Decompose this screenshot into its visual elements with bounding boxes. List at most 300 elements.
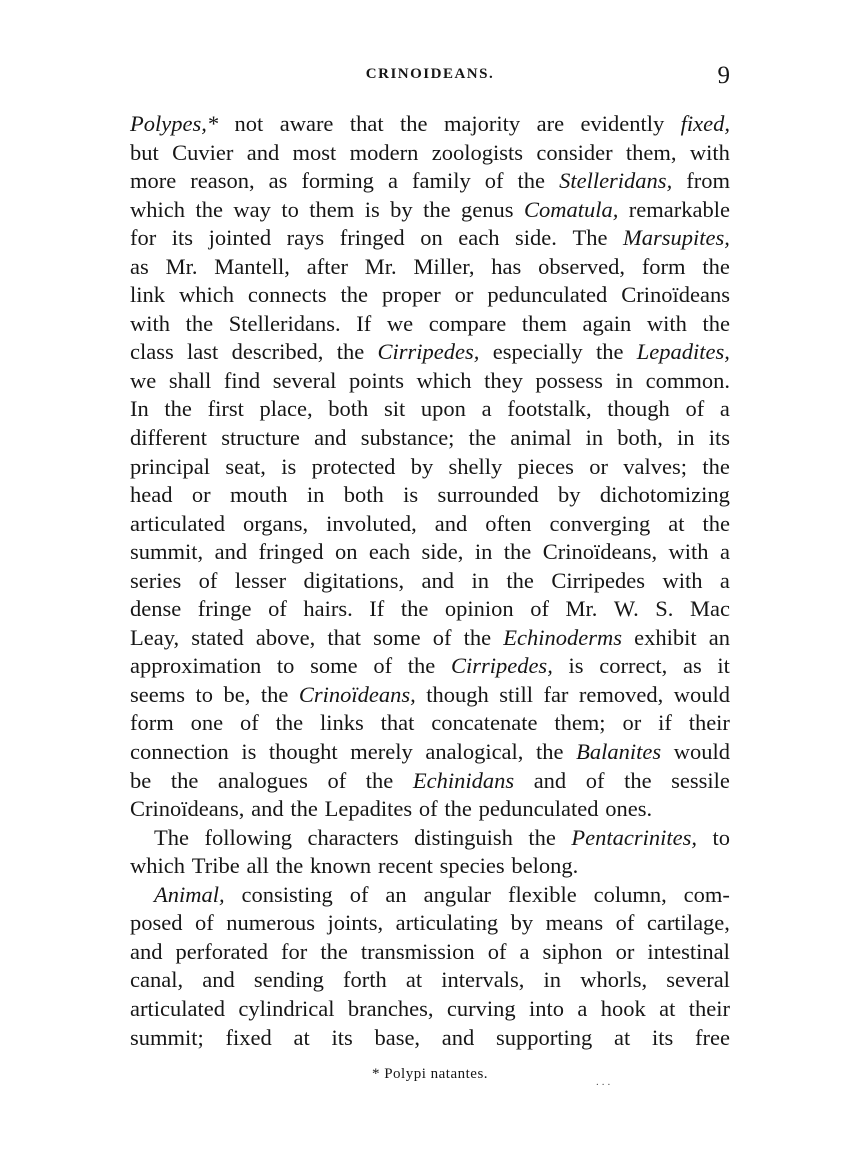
word: Mr. (165, 253, 198, 279)
word: the (463, 624, 492, 650)
word: again (582, 310, 632, 336)
word: an (385, 881, 407, 907)
word: some (373, 624, 421, 650)
word: sessile (671, 767, 730, 793)
word: at (614, 1024, 631, 1050)
word: side. (515, 225, 557, 251)
word: with (662, 567, 703, 593)
word: above, (255, 624, 316, 650)
text-line (130, 852, 730, 881)
word: at (405, 967, 423, 993)
word: the (185, 310, 214, 336)
word: Stelleridans. (228, 310, 341, 336)
word: forth (343, 967, 387, 993)
word: the (528, 824, 556, 850)
word: belong. (511, 853, 579, 879)
word: for (130, 225, 157, 251)
word: S. (655, 596, 674, 622)
word: to (195, 681, 213, 707)
word: and (314, 425, 347, 451)
word: they (484, 367, 523, 393)
text-line (130, 795, 730, 824)
word: sending (253, 967, 324, 993)
word: exhibit (634, 624, 697, 650)
word: forming (301, 168, 374, 194)
word: is (281, 453, 297, 479)
word: though (607, 396, 670, 422)
word: find (223, 367, 261, 393)
word: on (334, 539, 358, 565)
word: intestinal (647, 938, 730, 964)
word: hairs. (303, 596, 353, 622)
word: the (595, 339, 624, 365)
word: by (558, 482, 581, 508)
word: last (187, 339, 219, 365)
word: an (708, 624, 730, 650)
word: involuted, (326, 510, 417, 536)
word: or (622, 710, 642, 736)
word: Mantell, (214, 253, 290, 279)
word: shelly (448, 453, 503, 479)
word: for (281, 938, 308, 964)
word: articulated (130, 510, 225, 536)
word: of (432, 624, 452, 650)
text-line (130, 738, 730, 767)
word: animal (510, 425, 572, 451)
italic-word: Cirripedes, (377, 339, 480, 365)
text-line (130, 224, 730, 253)
word: their (688, 995, 730, 1021)
word: both (343, 482, 384, 508)
word: analogical, (425, 739, 524, 765)
word: form (641, 253, 686, 279)
word: especially (492, 339, 583, 365)
italic-word: Polypes,* (130, 111, 219, 136)
word: Miller, (413, 253, 475, 279)
word: modern (349, 139, 419, 165)
word: Crinoïdeans, (130, 796, 245, 822)
word: each (368, 539, 411, 565)
text-line (130, 281, 730, 310)
word: in (677, 425, 695, 451)
word: them, (625, 139, 677, 165)
word: observed, (538, 253, 625, 279)
word: or (191, 482, 211, 508)
italic-word: Echinoderms (503, 624, 622, 650)
word: is (241, 739, 257, 765)
word: which (416, 367, 472, 393)
word: their (688, 710, 730, 736)
word: seat, (225, 453, 266, 479)
word: or (454, 282, 474, 308)
word: thought (268, 739, 338, 765)
text-line (130, 110, 730, 139)
word: some (310, 653, 358, 679)
word: the (702, 310, 730, 336)
word: Crinoïdeans (621, 282, 730, 308)
word: the (536, 739, 564, 765)
word: the (444, 796, 472, 822)
text-line (130, 424, 730, 453)
word: the (260, 681, 289, 707)
word: several (666, 967, 730, 993)
text-line (130, 253, 730, 282)
word: angular (423, 881, 492, 907)
word: of (418, 796, 438, 822)
text-line (130, 567, 730, 596)
body-text (130, 110, 730, 1052)
word: its (708, 425, 730, 451)
word: and (130, 938, 163, 964)
word: fixed (225, 1024, 272, 1050)
word: them; (554, 710, 606, 736)
word: The (572, 225, 608, 251)
word: all (246, 853, 269, 879)
word: and (202, 967, 235, 993)
word: transmission (360, 938, 475, 964)
word: the (503, 539, 532, 565)
word: the (336, 339, 365, 365)
text-line (130, 966, 730, 995)
word: posed (130, 910, 183, 936)
word: supporting (496, 1024, 593, 1050)
text-line (130, 824, 730, 853)
word: pieces (517, 453, 574, 479)
word: curving (446, 995, 516, 1021)
word: sit (383, 396, 406, 422)
word: of (530, 596, 549, 622)
word: correct, (599, 653, 668, 679)
word: the (423, 196, 451, 222)
word: a (577, 995, 588, 1021)
word: hook (600, 995, 646, 1021)
word: substance; (360, 425, 455, 451)
italic-word: Comatula, (523, 196, 619, 222)
word: but (130, 139, 159, 165)
word: base, (374, 1024, 421, 1050)
word: joints, (327, 910, 384, 936)
word: points (348, 367, 404, 393)
word: possess (535, 367, 603, 393)
word: merely (350, 739, 413, 765)
word: compare (428, 310, 507, 336)
text-line (130, 995, 730, 1024)
word: the (702, 510, 730, 536)
text-line (130, 367, 730, 396)
word: com- (683, 881, 730, 907)
word: of (585, 767, 605, 793)
word: side, (421, 539, 464, 565)
word: branches, (347, 995, 434, 1021)
text-line (130, 709, 730, 738)
word: column, (593, 881, 667, 907)
word: cylindrical (238, 995, 335, 1021)
text-line (130, 595, 730, 624)
word: in (615, 367, 634, 393)
word: be (130, 767, 152, 793)
word: the (407, 653, 436, 679)
word: it (717, 653, 730, 679)
word: Mac (689, 596, 730, 622)
word: ones. (605, 796, 653, 822)
text-line (130, 767, 730, 796)
word: family (412, 168, 471, 194)
word: whorls, (580, 967, 648, 993)
word: the (506, 567, 534, 593)
word: and (441, 1024, 475, 1050)
word: we (386, 310, 414, 336)
word: mouth (229, 482, 288, 508)
footnote: * Polypi natantes. (371, 1066, 489, 1082)
word: perforated (175, 938, 268, 964)
word: with (646, 310, 687, 336)
word: each (458, 225, 500, 251)
text-line (130, 538, 730, 567)
word: and (533, 767, 567, 793)
word: approximation (130, 653, 262, 679)
word: surrounded (437, 482, 539, 508)
word: summit, (130, 539, 204, 565)
word: of (484, 168, 504, 194)
word: at (659, 995, 676, 1021)
word: its (171, 225, 194, 251)
word: footstalk, (507, 396, 592, 422)
word: of (268, 596, 287, 622)
word: of (240, 710, 259, 736)
text-line (130, 652, 730, 681)
word: If (356, 310, 372, 336)
italic-word: Balanites (576, 739, 662, 765)
word: the (702, 453, 730, 479)
word: described, (231, 339, 324, 365)
text-line (130, 338, 730, 367)
word: would (673, 681, 730, 707)
word: if (658, 710, 672, 736)
word: the (400, 596, 429, 622)
text-line (130, 624, 730, 653)
word: a (719, 567, 730, 593)
word: or (589, 453, 608, 479)
word: first (207, 396, 244, 422)
word: them (309, 196, 355, 222)
word: that (349, 111, 384, 136)
word: cartilage, (646, 910, 730, 936)
word: still (499, 681, 533, 707)
word: If (369, 596, 385, 622)
text-line (130, 681, 730, 710)
word: summit; (130, 1024, 204, 1050)
word: in (471, 567, 489, 593)
word: is (364, 196, 380, 222)
word: several (272, 367, 337, 393)
word: opinion (444, 596, 514, 622)
word: fringe (197, 596, 252, 622)
word: free (695, 1024, 730, 1050)
word: and (214, 539, 248, 565)
word: often (485, 510, 532, 536)
word: canal, (130, 967, 184, 993)
word: as (130, 253, 149, 279)
word: protected (311, 453, 396, 479)
word: zoologists (431, 139, 523, 165)
word: would (673, 739, 730, 765)
text-line (130, 196, 730, 225)
word: the (702, 253, 730, 279)
text-line (130, 938, 730, 967)
page-header (130, 62, 730, 90)
word: consisting (241, 881, 333, 907)
word: that (327, 624, 362, 650)
word: by (410, 453, 434, 479)
word: siphon (542, 938, 603, 964)
word: fringed (339, 225, 405, 251)
word: that (380, 710, 415, 736)
word: articulating (395, 910, 499, 936)
word: the (400, 111, 428, 136)
word: numerous (226, 910, 315, 936)
italic-word: Cirripedes, (450, 653, 553, 679)
word: is (568, 653, 584, 679)
printer-mark: ... (596, 1076, 614, 1088)
word: form (130, 710, 174, 736)
word: we (130, 367, 157, 393)
word: digitations, (303, 567, 405, 593)
word: Crinoïdeans, (542, 539, 658, 565)
word: way (233, 196, 271, 222)
word: or (615, 938, 635, 964)
word: in (585, 425, 604, 451)
text-line (130, 1024, 730, 1053)
word: known (309, 853, 372, 879)
word: as (268, 168, 288, 194)
word: series (130, 567, 182, 593)
word: with (130, 310, 171, 336)
word: evidently (580, 111, 665, 136)
word: by (510, 910, 534, 936)
word: rays (286, 225, 325, 251)
word: and (421, 567, 455, 593)
word: of (685, 396, 705, 422)
word: flexible (507, 881, 577, 907)
word: stated (191, 624, 244, 650)
page-number: 9 (717, 62, 730, 89)
word: organs, (242, 510, 309, 536)
word: is (403, 482, 419, 508)
word: though (426, 681, 489, 707)
word: genus (461, 196, 514, 222)
word: place, (259, 396, 313, 422)
word: Lepadites (324, 796, 413, 822)
word: link (130, 282, 166, 308)
word: a (481, 396, 492, 422)
word: consider (536, 139, 613, 165)
word: to (712, 824, 730, 850)
word: intervals, (441, 967, 525, 993)
word: the (320, 938, 348, 964)
word: the (195, 196, 223, 222)
word: one (190, 710, 224, 736)
word: dichotomizing (599, 482, 730, 508)
word: both (328, 396, 369, 422)
word: Cirripedes (551, 567, 646, 593)
word: connects (247, 282, 327, 308)
word: common. (645, 367, 730, 393)
word: shall (168, 367, 212, 393)
word: pedunculated (487, 282, 608, 308)
word: the (365, 767, 394, 793)
word: and (251, 796, 284, 822)
word: of (487, 938, 507, 964)
word: converging (549, 510, 651, 536)
word: in (474, 539, 493, 565)
word: seems (130, 681, 185, 707)
italic-word: Echinidans (412, 767, 515, 793)
word: structure (221, 425, 300, 451)
italic-word: Pentacrinites, (571, 824, 697, 850)
word: the (340, 282, 369, 308)
word: its (652, 1024, 674, 1050)
word: of (615, 910, 635, 936)
word: most (292, 139, 337, 165)
word: In (130, 396, 149, 422)
word: Tribe (191, 853, 240, 879)
word: a (387, 168, 398, 194)
word: a (719, 396, 730, 422)
word: analogues (217, 767, 308, 793)
word: into (529, 995, 565, 1021)
word: species (439, 853, 505, 879)
word: valves; (623, 453, 688, 479)
text-line (130, 481, 730, 510)
word: more (130, 168, 177, 194)
italic-word: Stelleridans, (559, 168, 673, 194)
word: are (536, 111, 565, 136)
word: the (164, 396, 192, 422)
word: recent (377, 853, 433, 879)
word: which (130, 196, 185, 222)
word: as (682, 653, 702, 679)
word: different (130, 425, 208, 451)
text-line (130, 909, 730, 938)
word: its (331, 1024, 353, 1050)
italic-word: Crinoïdeans, (298, 681, 416, 707)
word: means (545, 910, 604, 936)
word: with (668, 539, 709, 565)
word: on (420, 225, 443, 251)
word: lesser (234, 567, 287, 593)
word: aware (279, 111, 334, 136)
word: characters (307, 824, 399, 850)
word: links (320, 710, 364, 736)
word: a (719, 539, 730, 565)
word: of (198, 567, 218, 593)
word: reason, (190, 168, 255, 194)
word: Mr. (364, 253, 397, 279)
word: fringed (258, 539, 324, 565)
word: after (306, 253, 348, 279)
word: of (327, 767, 347, 793)
word: has (491, 253, 522, 279)
text-line (130, 310, 730, 339)
word: connection (130, 739, 229, 765)
word: and (246, 139, 280, 165)
word: which (178, 282, 234, 308)
word: following (204, 824, 292, 850)
word: head (130, 482, 173, 508)
word: the (468, 425, 497, 451)
word: of (195, 910, 214, 936)
word: Leay, (130, 624, 180, 650)
